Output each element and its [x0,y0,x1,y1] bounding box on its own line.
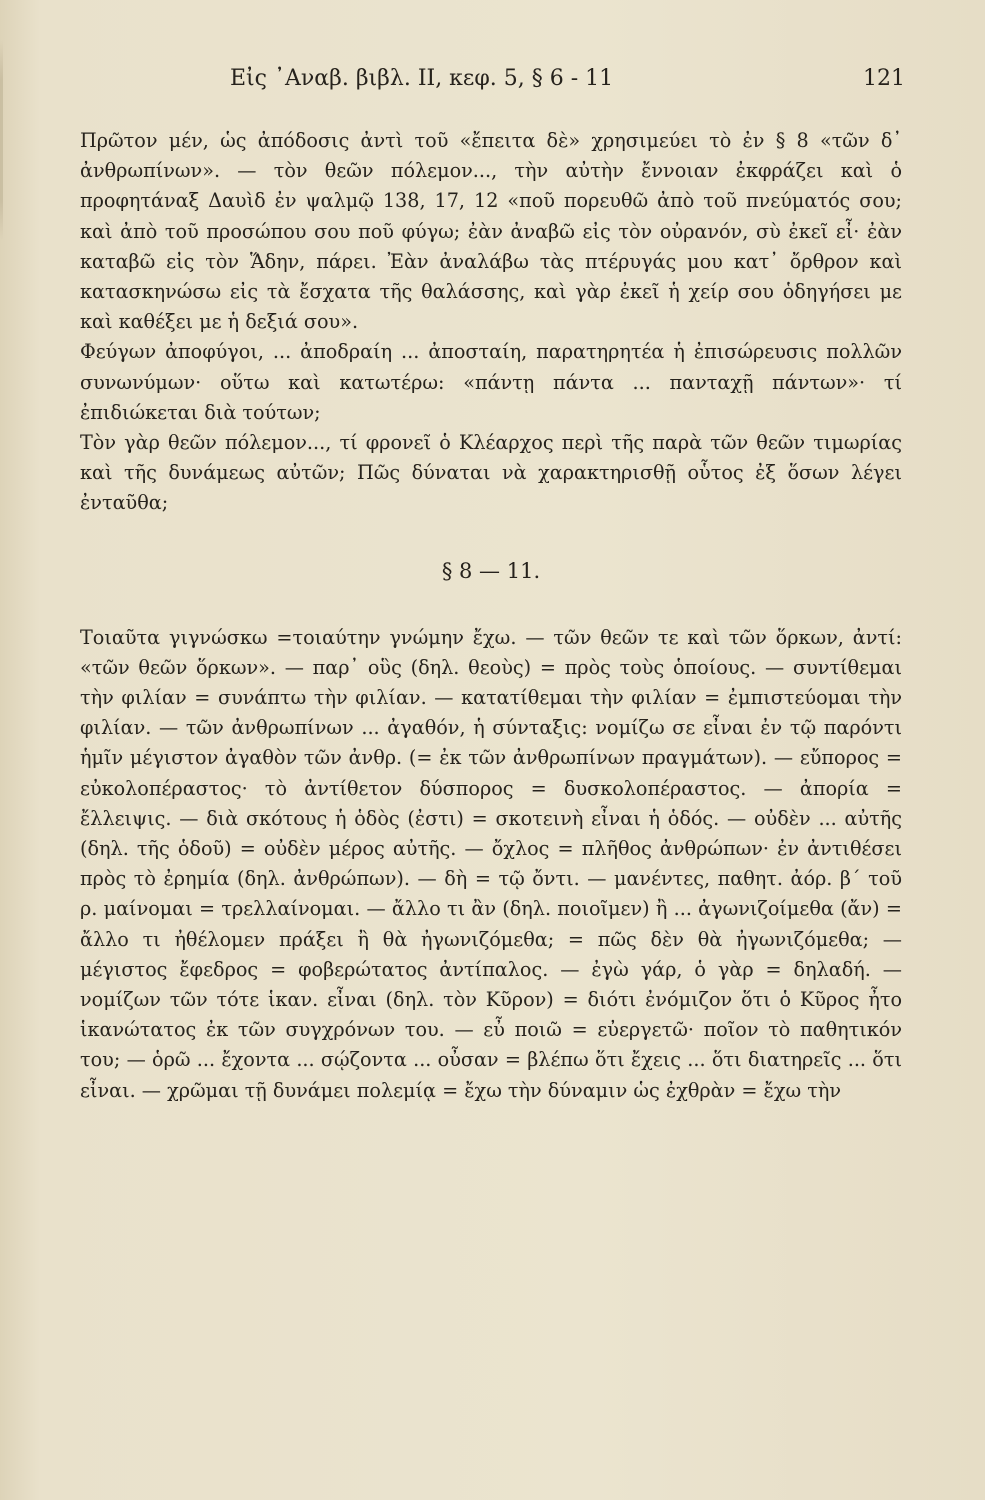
page-edge-shadow [0,40,3,240]
paragraph-feugon: Φεύγων ἀποφύγοι, ... ἀποδραίη ... ἀποσταίη, παρατηρητέα ἡ ἐπισώρευσις πολλῶν συνωνύμων· οὕτω καὶ κατωτέρω: «πάντῃ πάντα ... πανταχῇ πάντων»· τί ἐπιδιώκεται διὰ τούτων; [80,340,902,424]
running-header [80,66,905,100]
paragraph-proton-men: Πρῶτον μέν, ὡς ἀπόδοσις ἀντὶ τοῦ «ἔπειτα δὲ» χρησιμεύει τὸ ἐν § 8 «τῶν δ᾽ ἀνθρωπίνων». — τὸν θεῶν πόλεμον..., τὴν αὐτὴν ἔννοιαν ἐκφράζει καὶ ὁ προφητάναξ Δαυὶδ ἐν ψαλμῷ 138, 17, 12 «ποῦ πορευθῶ ἀπὸ τοῦ πνεύματός σου; καὶ ἀπὸ τοῦ προσώπου σου ποῦ φύγω; ἐὰν ἀναβῶ εἰς τὸν οὐρανόν, σὺ ἐκεῖ εἶ· ἐὰν καταβῶ εἰς τὸν Ἅδην, πάρει. Ἐὰν ἀναλάβω τὰς πτέρυγάς μου κατ᾽ ὄρθρον καὶ κατασκηνώσω εἰς τὰ ἔσχατα τῆς θαλάσσης, καὶ γὰρ ἐκεῖ ἡ χείρ σου ὁδηγήσει με καὶ καθέξει με ἡ δεξιά σου». [80,129,902,334]
page-number: 121 [863,66,905,91]
paragraph-glossary: Τοιαῦτα γιγνώσκω =τοιαύτην γνώμην ἔχω. — τῶν θεῶν τε καὶ τῶν ὅρκων, ἀντί: «τῶν θεῶν ὅρκων». — παρ᾽ οὓς (δηλ. θεοὺς) = πρὸς τοὺς ὁποίους. — συντίθεμαι τὴν φιλίαν = συνάπτω τὴν φιλίαν. — κατατίθεμαι τὴν φιλίαν = ἐμπιστεύομαι τὴν φιλίαν. — τῶν ἀνθρωπίνων ... ἀγαθόν, ἡ σύνταξις: νομίζω σε εἶναι ἐν τῷ παρόντι ἡμῖν μέγιστον ἀγαθὸν τῶν ἀνθρ. (= ἐκ τῶν ἀνθρωπίνων πραγμάτων). — εὔπορος = εὐκολοπέραστος· τὸ ἀντίθετον δύσπορος = δυσκολοπέραστος. — ἀπορία = ἔλλειψις. — διὰ σκότους ἡ ὁδὸς (ἐστι) = σκοτεινὴ εἶναι ἡ ὁδός. — οὐδὲν ... αὐτῆς (δηλ. τῆς ὁδοῦ) = οὐδὲν μέρος αὐτῆς. — ὄχλος = πλῆθος ἀνθρώπων· ἐν ἀντιθέσει πρὸς τὸ ἐρημία (δηλ. ἀνθρώπων). — δὴ = τῷ ὄντι. — μανέντες, παθητ. ἀόρ. β´ τοῦ ρ. μαίνομαι = τρελλαίνομαι. — ἄλλο τι ἂν (δηλ. ποιοῖμεν) ἢ ... ἀγωνιζοίμεθα (ἄν) = ἄλλο τι ἠθέλομεν πράξει ἢ θὰ ἠγωνιζόμεθα; = πῶς δὲν θὰ ἠγωνιζόμεθα; — μέγιστος ἔφεδρος = φοβερώτατος ἀντίπαλος. — ἐγὼ γάρ, ὁ γὰρ = δηλαδή. — νομίζων τῶν τότε ἱκαν. εἶναι (δηλ. τὸν Κῦρον) = διότι ἐνόμιζον ὅτι ὁ Κῦρος ἦτο ἱκανώτατος ἐκ τῶν συγχρόνων του. — εὖ ποιῶ = εὐεργετῶ· ποῖον τὸ παθητικόν του; — ὁρῶ ... ἔχοντα ... σῴζοντα ... οὖσαν = βλέπω ὅτι ἔχεις ... ὅτι διατηρεῖς ... ὅτι εἶναι. — χρῶμαι τῇ δυνάμει πολεμίᾳ = ἔχω τὴν δύναμιν ὡς ἐχθρὰν = ἔχω τὴν [80,625,902,1102]
running-title: Εἰς ᾿Αναβ. βιβλ. ΙΙ, κεφ. 5, § 6 - 11 [230,66,614,91]
section-heading: § 8 — 11. [441,558,541,583]
page-body [80,126,902,1106]
paragraph-ton-gar: Τὸν γὰρ θεῶν πόλεμον..., τί φρονεῖ ὁ Κλέαρχος περὶ τῆς παρὰ τῶν θεῶν τιμωρίας καὶ τῆς δυνάμεως αὐτῶν; Πῶς δύναται νὰ χαρακτηρισθῇ οὗτος ἐξ ὅσων λέγει ἐνταῦθα; [80,431,902,515]
